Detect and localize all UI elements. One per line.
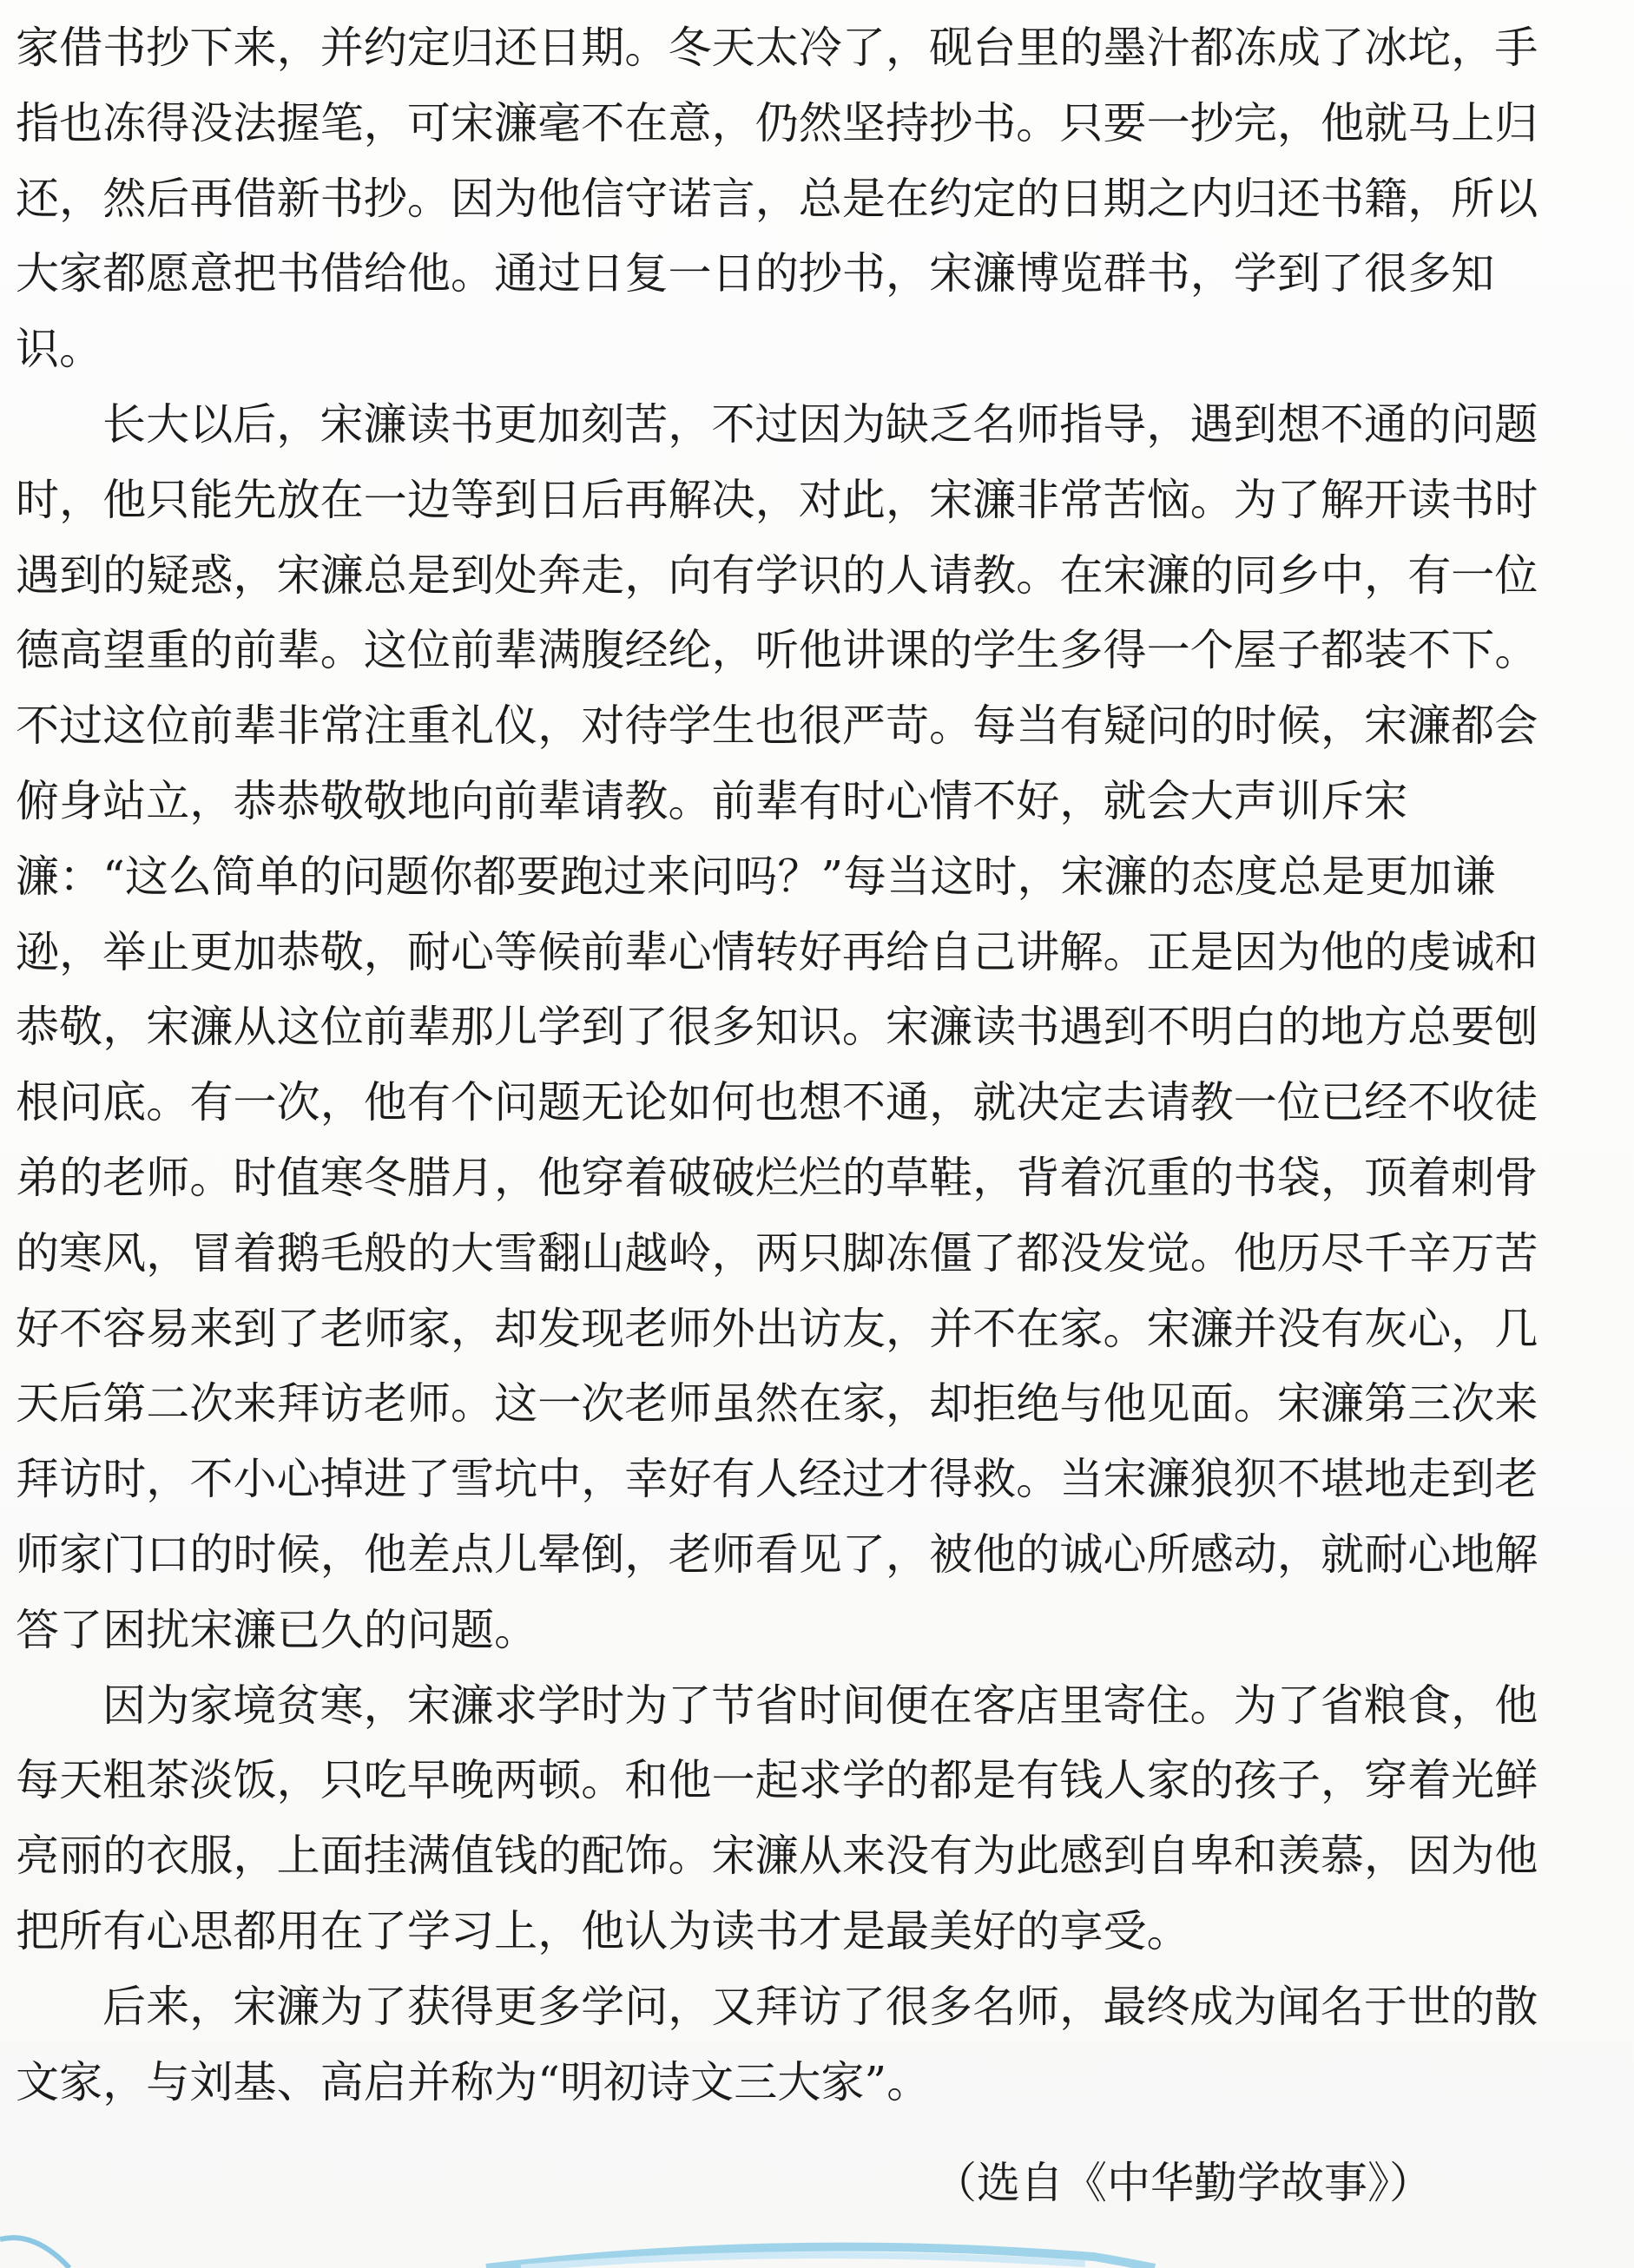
story-text (16, 10, 1544, 2120)
source-citation: （选自《中华勤学故事》） (933, 2158, 1433, 2208)
decorative-arc (0, 2222, 1634, 2268)
paragraph-4: 后来，宋濂为了获得更多学问，又拜访了很多名师，最终成为闻名于世的散文家，与刘基、高启并称为“明初诗文三大家”。 (16, 1981, 1538, 2107)
paragraph-2: 长大以后，宋濂读书更加刻苦，不过因为缺乏名师指导，遇到想不通的问题时，他只能先放在一边等到日后再解决，对此，宋濂非常苦恼。为了解开读书时遇到的疑惑，宋濂总是到处奔走，向有学识的人请教。在宋濂的同乡中，有一位德高望重的前辈。这位前辈满腹经纶，听他讲课的学生多得一个屋子都装不下。不过这位前辈非常注重礼仪，对待学生也很严苛。每当有疑问的时候，宋濂都会俯身站立，恭恭敬敬地向前辈请教。前辈有时心情不好，就会大声训斥宋濂：“这么简单的问题你都要跑过来问吗？”每当这时，宋濂的态度总是更加谦逊，举止更加恭敬，耐心等候前辈心情转好再给自己讲解。正是因为他的虔诚和恭敬，宋濂从这位前辈那儿学到了很多知识。宋濂读书遇到不明白的地方总要刨根问底。有一次，他有个问题无论如何也想不通，就决定去请教一位已经不收徒弟的老师。时值寒冬腊月，他穿着破破烂烂的草鞋，背着沉重的书袋，顶着刺骨的寒风，冒着鹅毛般的大雪翻山越岭，两只脚冻僵了都没发觉。他历尽千辛万苦好不容易来到了老师家，却发现老师外出访友，并不在家。宋濂并没有灰心，几天后第二次来拜访老师。这一次老师虽然在家，却拒绝与他见面。宋濂第三次来拜访时，不小心掉进了雪坑中，幸好有人经过才得救。当宋濂狼狈不堪地走到老师家门口的时候，他差点儿晕倒，老师看见了，被他的诚心所感动，就耐心地解答了困扰宋濂已久的问题。 (16, 398, 1538, 1655)
paragraph-1: 家借书抄下来，并约定归还日期。冬天太冷了，砚台里的墨汁都冻成了冰坨，手指也冻得没法握笔，可宋濂毫不在意，仍然坚持抄书。只要一抄完，他就马上归还，然后再借新书抄。因为他信守诺言，总是在约定的日期之内归还书籍，所以大家都愿意把书借给他。通过日复一日的抄书，宋濂博览群书，学到了很多知识。 (16, 23, 1538, 375)
paragraph-3: 因为家境贫寒，宋濂求学时为了节省时间便在客店里寄住。为了省粮食，他每天粗茶淡饭，只吃早晚两顿。和他一起求学的都是有钱人家的孩子，穿着光鲜亮丽的衣服，上面挂满值钱的配饰。宋濂从来没有为此感到自卑和羡慕，因为他把所有心思都用在了学习上，他认为读书才是最美好的享受。 (16, 1680, 1538, 1956)
left-corner-arc (0, 2238, 69, 2268)
